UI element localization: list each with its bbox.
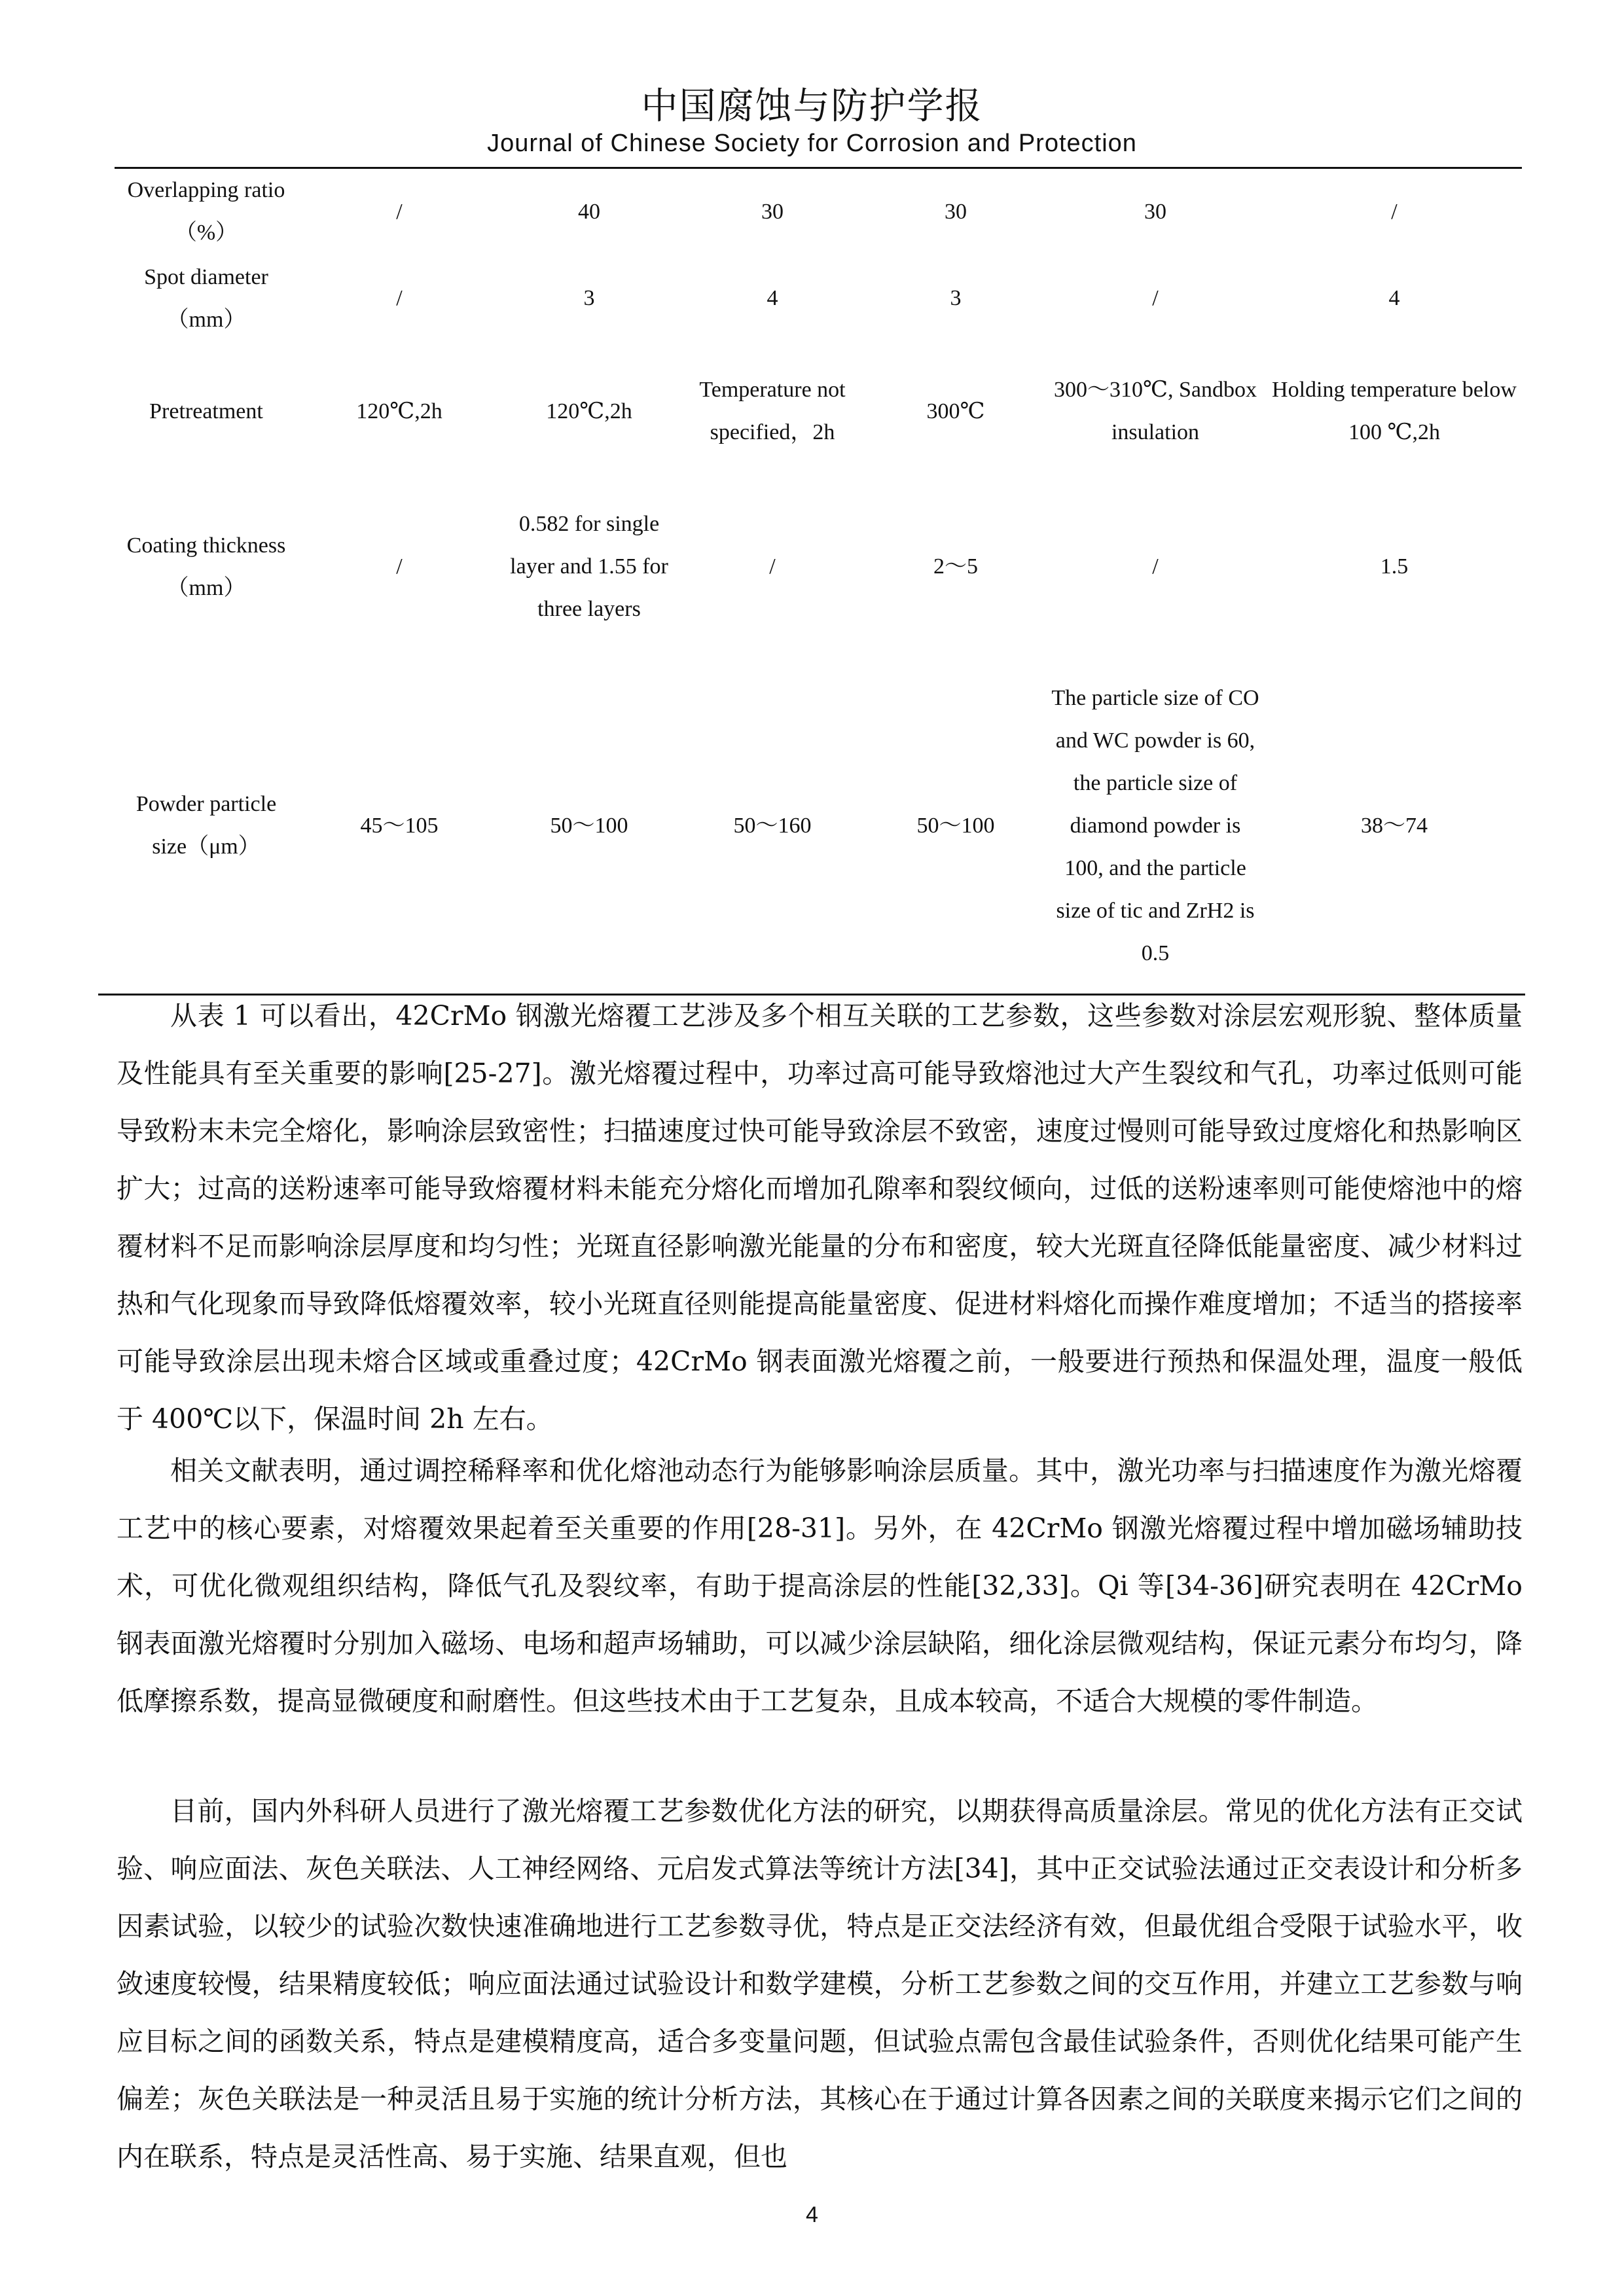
- process-parameters-table: [115, 169, 1522, 997]
- table-cell: 30: [945, 199, 967, 224]
- table-cell: Holding temperature below 100 ℃,2h: [1272, 378, 1517, 444]
- table-cell: The particle size of CO and WC powder is 60, the particle size of diamond powder is 100, and the particle size of tic and ZrH2 is 0.5: [1051, 685, 1259, 965]
- table-cell: 38～74: [1361, 813, 1428, 838]
- table-cell: 120℃,2h: [546, 399, 632, 423]
- table-row-coating-thickness: [115, 480, 1522, 653]
- table-cell: Temperature not specified，2h: [699, 378, 846, 444]
- row-label: Coating thickness（mm）: [126, 533, 286, 600]
- table-row-spot-diameter: [115, 254, 1522, 342]
- table-cell: /: [396, 199, 403, 224]
- body-paragraph-3: 目前，国内外科研人员进行了激光熔覆工艺参数优化方法的研究，以期获得高质量涂层。常见的优化方法有正交试验、响应面法、灰色关联法、人工神经网络、元启发式算法等统计方法[34]，其中正交试验法通过正交表设计和分析多因素试验，以较少的试验次数快速准确地进行工艺参数寻优，特点是正交法经济有效，但最优组合受限于试验水平，收敛速度较慢，结果精度较低；响应面法通过试验设计和数学建模，分析工艺参数之间的交互作用，并建立工艺参数与响应目标之间的函数关系，特点是建模精度高，适合多变量问题，但试验点需包含最佳试验条件，否则优化结果可能产生偏差；灰色关联法是一种灵活且易于实施的统计分析方法，其核心在于通过计算各因素之间的关联度来揭示它们之间的内在联系，特点是灵活性高、易于实施、结果直观，但也: [117, 1795, 1523, 2172]
- table-cell: 50～100: [550, 813, 628, 838]
- table-cell: 30: [1144, 199, 1166, 224]
- table-cell: 40: [578, 199, 600, 224]
- table-cell: 300～310℃, Sandbox insulation: [1053, 378, 1257, 444]
- table-cell: 3: [583, 286, 595, 310]
- table-cell: 30: [761, 199, 784, 224]
- table-cell: 2～5: [933, 554, 978, 579]
- page-number: 4: [806, 2202, 818, 2227]
- body-paragraph-2: 相关文献表明，通过调控稀释率和优化熔池动态行为能够影响涂层质量。其中，激光功率与扫描速度作为激光熔覆工艺中的核心要素，对熔覆效果起着至关重要的作用[28-31]。另外，在 42CrMo 钢激光熔覆过程中增加磁场辅助技术，可优化微观组织结构，降低气孔及裂纹率，有助于提高涂层的性能[32,33]。Qi 等[34-36]研究表明在 42CrMo 钢表面激光熔覆时分别加入磁场、电场和超声场辅助，可以减少涂层缺陷，细化涂层微观结构，保证元素分布均匀，降低摩擦系数，提高显微硬度和耐磨性。但这些技术由于工艺复杂，且成本较高，不适合大规模的零件制造。: [117, 1455, 1523, 1717]
- table-cell: /: [396, 286, 403, 310]
- table-cell: 3: [950, 286, 962, 310]
- table-cell: 120℃,2h: [356, 399, 442, 423]
- table-cell: 4: [1388, 286, 1400, 310]
- row-label: Overlapping ratio（%）: [127, 178, 285, 245]
- table-cell: 50～100: [916, 813, 995, 838]
- row-label: Powder particle size（μm）: [135, 792, 277, 859]
- table-cell: /: [1152, 554, 1159, 579]
- table-cell: 300℃: [926, 399, 985, 423]
- table-cell: /: [396, 554, 403, 579]
- table-row-pretreatment: [115, 342, 1522, 480]
- row-label: Spot diameter（mm）: [144, 264, 268, 332]
- journal-title-cn: 中国腐蚀与防护学报: [641, 85, 983, 128]
- table-cell: 1.5: [1380, 554, 1409, 579]
- body-paragraph-1: 从表 1 可以看出，42CrMo 钢激光熔覆工艺涉及多个相互关联的工艺参数，这些参数对涂层宏观形貌、整体质量及性能具有至关重要的影响[25-27]。激光熔覆过程中，功率过高可能导致熔池过大产生裂纹和气孔，功率过低则可能导致粉末未完全熔化，影响涂层致密性；扫描速度过快可能导致涂层不致密，速度过慢则可能导致过度熔化和热影响区扩大；过高的送粉速率可能导致熔覆材料未能充分熔化而增加孔隙率和裂纹倾向，过低的送粉速率则可能使熔池中的熔覆材料不足而影响涂层厚度和均匀性；光斑直径影响激光能量的分布和密度，较大光斑直径降低能量密度、减少材料过热和气化现象而导致降低熔覆效率，较小光斑直径则能提高能量密度、促进材料熔化而操作难度增加；不适当的搭接率可能导致涂层出现未熔合区域或重叠过度；42CrMo 钢表面激光熔覆之前，一般要进行预热和保温处理，温度一般低于 400℃以下，保温时间 2h 左右。: [117, 1000, 1523, 1435]
- table-cell: 0.582 for single layer and 1.55 for three layers: [510, 512, 668, 621]
- table-cell: 4: [767, 286, 778, 310]
- table-cell: /: [1152, 286, 1159, 310]
- table-row-powder-particle-size: [115, 653, 1522, 997]
- row-label: Pretreatment: [149, 399, 263, 423]
- table-row-overlapping-ratio: [115, 169, 1522, 254]
- table-cell: /: [1391, 199, 1398, 224]
- journal-title-en: Journal of Chinese Society for Corrosion and Protection: [487, 130, 1137, 157]
- table-cell: 50～160: [733, 813, 812, 838]
- table-cell: 45～105: [360, 813, 439, 838]
- table-cell: /: [769, 554, 776, 579]
